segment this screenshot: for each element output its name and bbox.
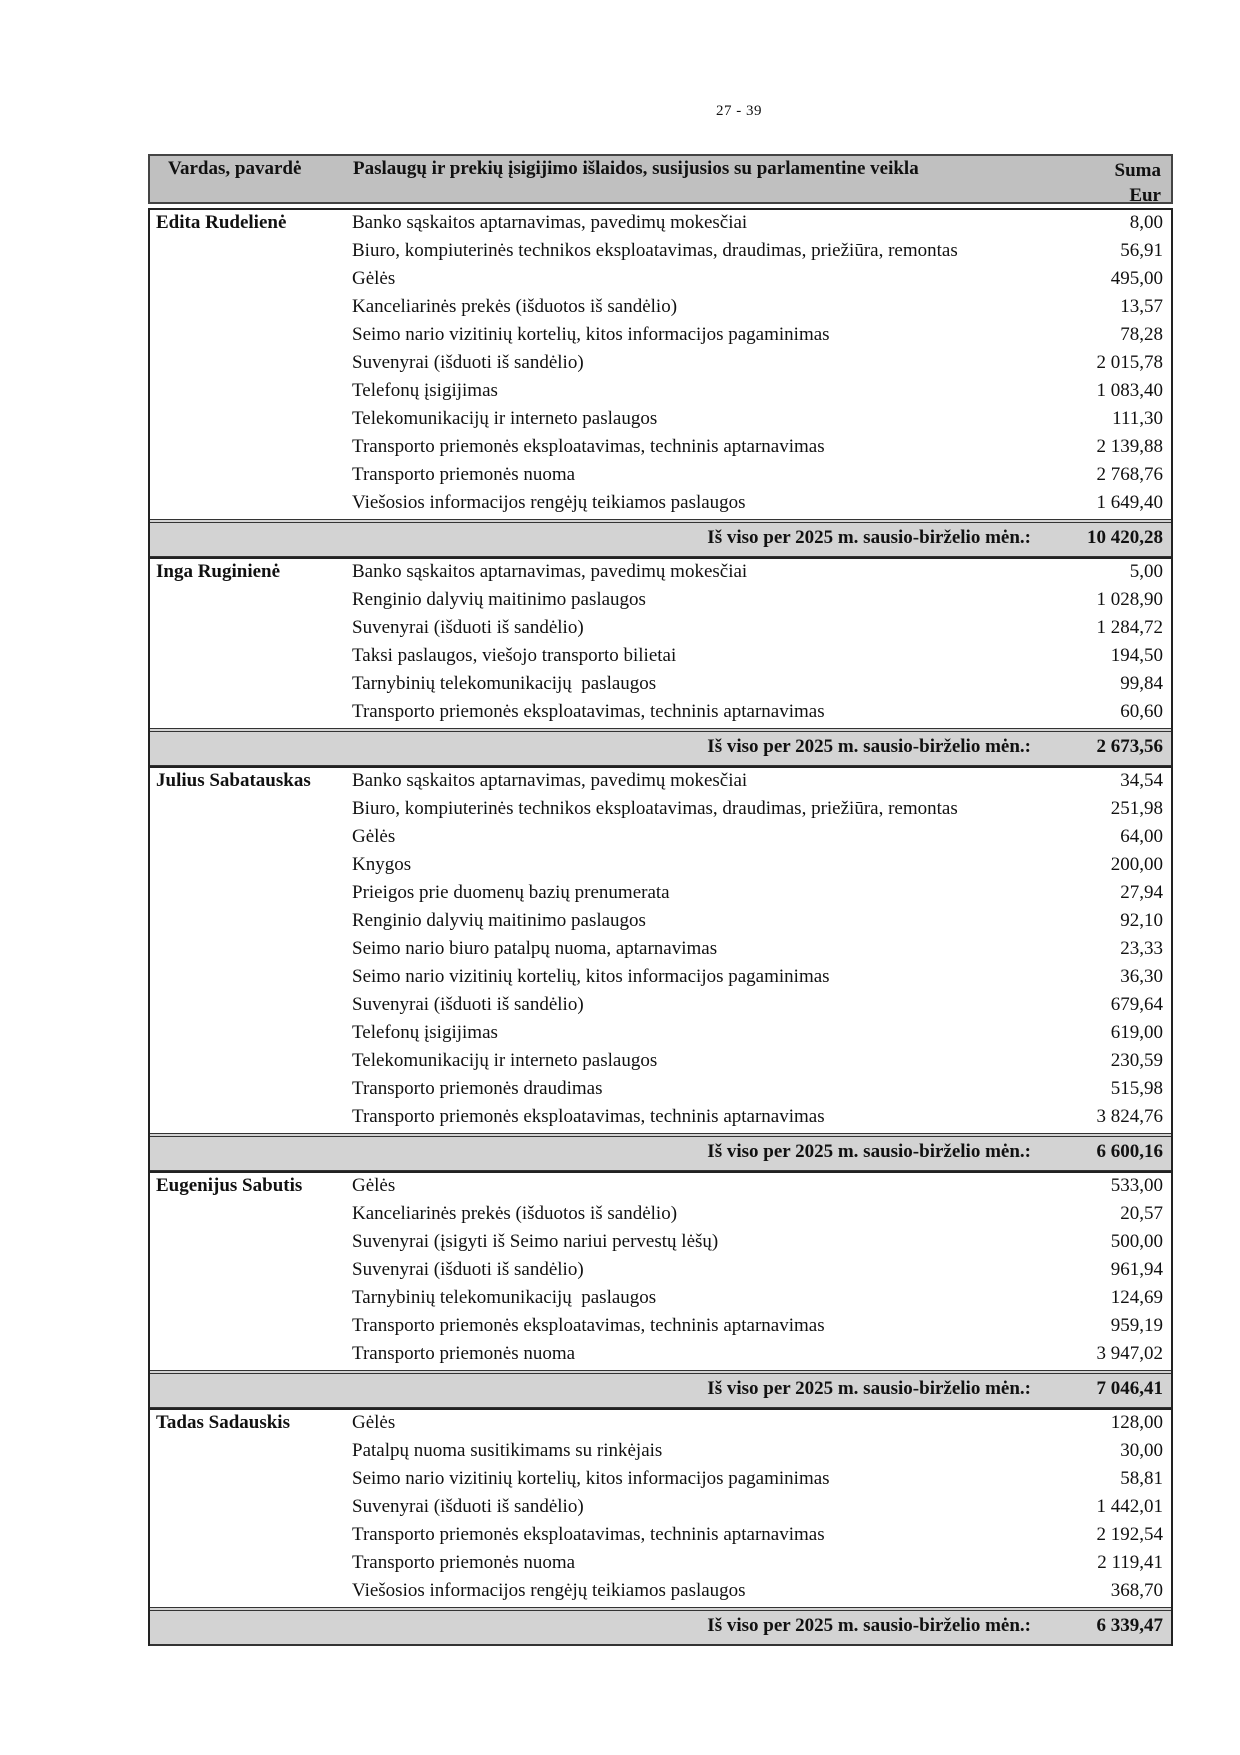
expense-description: Seimo nario vizitinių kortelių, kitos informacijos pagaminimas [352,324,830,345]
expense-amount: 124,69 [1110,1287,1163,1308]
expense-amount: 60,60 [1120,701,1163,722]
table-row [150,671,1171,699]
person-name: Inga Ruginienė [156,561,281,582]
table-row [150,936,1171,964]
table-row [150,294,1171,322]
person-name: Eugenijus Sabutis [156,1175,303,1196]
expense-amount: 27,94 [1120,882,1163,903]
person-group [148,1408,1173,1646]
expense-amount: 2 015,78 [1096,352,1163,373]
expense-amount: 1 083,40 [1096,380,1163,401]
table-row [150,559,1171,587]
expense-description: Transporto priemonės nuoma [352,464,576,485]
table-row [150,462,1171,490]
expense-amount: 20,57 [1120,1203,1163,1224]
header-amount-line2: Eur [1129,185,1161,206]
expense-description: Suvenyrai (išduoti iš sandėlio) [352,617,584,638]
table-row [150,1076,1171,1104]
table-row [150,1410,1171,1438]
expense-description: Knygos [352,854,412,875]
table-row [150,434,1171,462]
expense-description: Seimo nario biuro patalpų nuoma, aptarnavimas [352,938,718,959]
expense-amount: 3 824,76 [1096,1106,1163,1127]
total-row [150,1370,1171,1408]
table-row [150,908,1171,936]
expense-amount: 2 139,88 [1096,436,1163,457]
table-row [150,1104,1171,1132]
expense-amount: 8,00 [1129,212,1163,233]
table-row [150,406,1171,434]
total-amount: 10 420,28 [1087,527,1163,548]
expense-description: Tarnybinių telekomunikacijų paslaugos [352,1287,657,1308]
header-description: Paslaugų ir prekių įsigijimo išlaidos, susijusios su parlamentine veikla [353,158,919,179]
table-header [148,154,1173,204]
table-row [150,1201,1171,1229]
expense-description: Telekomunikacijų ir interneto paslaugos [352,1050,658,1071]
expense-description: Telefonų įsigijimas [352,1022,498,1043]
table-row [150,1578,1171,1606]
expense-amount: 1 028,90 [1096,589,1163,610]
expense-amount: 200,00 [1110,854,1163,875]
total-amount: 2 673,56 [1096,736,1163,757]
expense-amount: 13,57 [1120,296,1163,317]
expense-amount: 2 192,54 [1096,1524,1163,1545]
expense-description: Transporto priemonės eksploatavimas, techninis aptarnavimas [352,1315,825,1336]
table-body [148,208,1173,1646]
expense-amount: 30,00 [1120,1440,1163,1461]
expense-description: Suvenyrai (išduoti iš sandėlio) [352,994,584,1015]
table-row [150,1438,1171,1466]
expense-amount: 251,98 [1110,798,1163,819]
expense-description: Prieigos prie duomenų bazių prenumerata [352,882,670,903]
expense-amount: 58,81 [1120,1468,1163,1489]
expense-description: Transporto priemonės eksploatavimas, techninis aptarnavimas [352,701,825,722]
expense-description: Patalpų nuoma susitikimams su rinkėjais [352,1440,663,1461]
expense-description: Gėlės [352,826,396,847]
expense-amount: 78,28 [1120,324,1163,345]
expenses-table [148,154,1173,1646]
table-row [150,322,1171,350]
expense-description: Banko sąskaitos aptarnavimas, pavedimų mokesčiai [352,770,748,791]
expense-description: Suvenyrai (išduoti iš sandėlio) [352,1259,584,1280]
expense-amount: 128,00 [1110,1412,1163,1433]
header-name: Vardas, pavardė [168,158,302,179]
table-row [150,824,1171,852]
expense-description: Kanceliarinės prekės (išduotos iš sandėlio) [352,296,678,317]
table-row [150,1048,1171,1076]
expense-description: Suvenyrai (įsigyti iš Seimo nariui pervestų lėšų) [352,1231,719,1252]
table-row [150,378,1171,406]
table-row [150,992,1171,1020]
expense-description: Tarnybinių telekomunikacijų paslaugos [352,673,657,694]
expense-amount: 368,70 [1110,1580,1163,1601]
table-row [150,1257,1171,1285]
table-row [150,1341,1171,1369]
expense-description: Seimo nario vizitinių kortelių, kitos informacijos pagaminimas [352,966,830,987]
table-row [150,587,1171,615]
total-row [150,1133,1171,1171]
table-row [150,1466,1171,1494]
person-group [148,208,1173,557]
total-amount: 7 046,41 [1096,1378,1163,1399]
table-row [150,1522,1171,1550]
table-row [150,210,1171,238]
total-row [150,519,1171,557]
expense-amount: 619,00 [1110,1022,1163,1043]
expense-amount: 515,98 [1110,1078,1163,1099]
table-row [150,490,1171,518]
expense-amount: 5,00 [1129,561,1163,582]
table-row [150,266,1171,294]
expense-description: Telefonų įsigijimas [352,380,498,401]
total-amount: 6 600,16 [1096,1141,1163,1162]
expense-amount: 34,54 [1120,770,1163,791]
expense-description: Transporto priemonės eksploatavimas, techninis aptarnavimas [352,436,825,457]
table-row [150,643,1171,671]
table-row [150,699,1171,727]
person-group [148,557,1173,766]
expense-amount: 1 649,40 [1096,492,1163,513]
expense-description: Transporto priemonės eksploatavimas, techninis aptarnavimas [352,1524,825,1545]
total-label: Iš viso per 2025 m. sausio-birželio mėn.: [707,1141,1031,1162]
total-label: Iš viso per 2025 m. sausio-birželio mėn.: [707,1615,1031,1636]
expense-description: Viešosios informacijos rengėjų teikiamos paslaugos [352,1580,746,1601]
expense-amount: 3 947,02 [1096,1343,1163,1364]
total-label: Iš viso per 2025 m. sausio-birželio mėn.: [707,1378,1031,1399]
table-row [150,1494,1171,1522]
table-row [150,1229,1171,1257]
person-name: Tadas Sadauskis [156,1412,290,1433]
table-row [150,350,1171,378]
table-row [150,1020,1171,1048]
expense-description: Transporto priemonės draudimas [352,1078,603,1099]
expense-amount: 959,19 [1110,1315,1163,1336]
expense-description: Suvenyrai (išduoti iš sandėlio) [352,352,584,373]
total-label: Iš viso per 2025 m. sausio-birželio mėn.: [707,527,1031,548]
expense-description: Renginio dalyvių maitinimo paslaugos [352,910,646,931]
expense-amount: 2 768,76 [1096,464,1163,485]
expense-description: Seimo nario vizitinių kortelių, kitos informacijos pagaminimas [352,1468,830,1489]
expense-description: Transporto priemonės nuoma [352,1343,576,1364]
expense-description: Transporto priemonės nuoma [352,1552,576,1573]
expense-description: Telekomunikacijų ir interneto paslaugos [352,408,658,429]
expense-description: Kanceliarinės prekės (išduotos iš sandėlio) [352,1203,678,1224]
expense-description: Suvenyrai (išduoti iš sandėlio) [352,1496,584,1517]
expense-description: Gėlės [352,1175,396,1196]
table-row [150,615,1171,643]
expense-amount: 679,64 [1110,994,1163,1015]
table-row [150,796,1171,824]
table-row [150,852,1171,880]
expense-description: Banko sąskaitos aptarnavimas, pavedimų mokesčiai [352,561,748,582]
expense-amount: 23,33 [1120,938,1163,959]
person-group [148,766,1173,1171]
expense-amount: 36,30 [1120,966,1163,987]
expense-amount: 1 442,01 [1096,1496,1163,1517]
page-number: 27 - 39 [716,103,762,119]
total-row [150,1607,1171,1646]
total-amount: 6 339,47 [1096,1615,1163,1636]
table-row [150,880,1171,908]
expense-amount: 500,00 [1110,1231,1163,1252]
table-row [150,1550,1171,1578]
expense-amount: 230,59 [1110,1050,1163,1071]
header-amount [1115,158,1161,208]
expense-description: Gėlės [352,268,396,289]
expense-description: Transporto priemonės eksploatavimas, techninis aptarnavimas [352,1106,825,1127]
expense-description: Renginio dalyvių maitinimo paslaugos [352,589,646,610]
expense-amount: 64,00 [1120,826,1163,847]
table-row [150,1173,1171,1201]
person-group [148,1171,1173,1408]
expense-amount: 92,10 [1120,910,1163,931]
expense-description: Viešosios informacijos rengėjų teikiamos paslaugos [352,492,746,513]
expense-amount: 99,84 [1120,673,1163,694]
table-row [150,964,1171,992]
expense-amount: 2 119,41 [1097,1552,1163,1573]
expense-amount: 533,00 [1110,1175,1163,1196]
expense-amount: 194,50 [1110,645,1163,666]
expense-amount: 495,00 [1110,268,1163,289]
total-row [150,728,1171,766]
person-name: Julius Sabatauskas [156,770,311,791]
table-row [150,1313,1171,1341]
expense-amount: 961,94 [1110,1259,1163,1280]
table-row [150,1285,1171,1313]
person-name: Edita Rudelienė [156,212,287,233]
table-row [150,768,1171,796]
table-row [150,238,1171,266]
expense-amount: 1 284,72 [1096,617,1163,638]
total-label: Iš viso per 2025 m. sausio-birželio mėn.: [707,736,1031,757]
expense-description: Taksi paslaugos, viešojo transporto bilietai [352,645,677,666]
expense-description: Biuro, kompiuterinės technikos eksploatavimas, draudimas, priežiūra, remontas [352,798,958,819]
header-amount-line1: Suma [1114,160,1161,181]
expense-amount: 56,91 [1120,240,1163,261]
expense-description: Biuro, kompiuterinės technikos eksploatavimas, draudimas, priežiūra, remontas [352,240,958,261]
expense-description: Gėlės [352,1412,396,1433]
expense-description: Banko sąskaitos aptarnavimas, pavedimų mokesčiai [352,212,748,233]
expense-amount: 111,30 [1112,408,1163,429]
